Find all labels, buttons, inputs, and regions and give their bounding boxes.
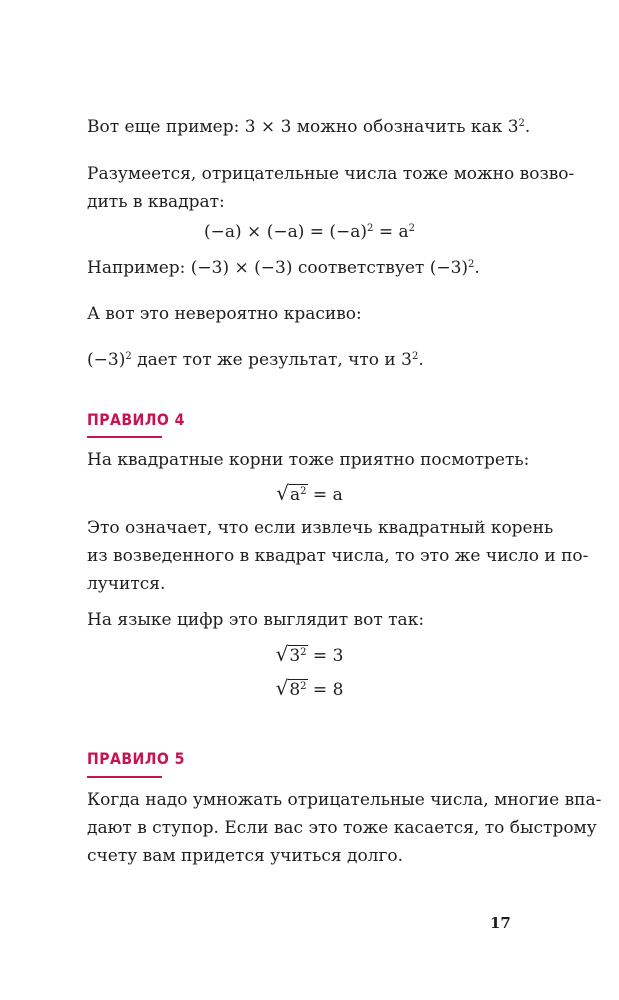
radical: $√3^2$ [275,642,307,666]
rule-4-intro: На квадратные корни тоже приятно посмотреть: [87,450,530,470]
formula-sqrt-a: $√a^2 = a$ [0,479,619,509]
rule-4-explanation: Это означает, что если извлечь квадратный корень из возведенного в квадрат числа, то это же число и по- лучится. [87,518,589,594]
formula-negative-square: $(-a) \times (-a) = (-a)^2 = a^2$ [204,222,415,242]
rule-4-heading: ПРАВИЛО 4 [87,410,185,429]
radical-sign-icon: √ [275,676,289,700]
paragraph-beautiful: А вот это невероятно красиво: [87,304,362,324]
page-number: 17 [490,914,511,932]
paragraph-for-example: Например: (−3) × (−3) соответствует $(-3)^2$. [87,258,480,278]
radical-sign-icon: √ [275,642,289,666]
radical: $√8^2$ [275,676,307,700]
rule-5-underline [87,776,162,778]
radical-sign-icon: √ [276,481,290,505]
rule-5-paragraph: Когда надо умножать отрицательные числа, многие впа- дают в ступор. Если вас это тоже касается, то быстрому счету вам придется учиться долго. [87,790,602,866]
rule-4-underline [87,436,162,438]
paragraph-same-result: $(-3)^2$ дает тот же результат, что и $3^2$. [87,350,424,370]
radical: $√a^2$ [276,481,307,505]
paragraph-negative-squares: Разумеется, отрицательные числа тоже можно возво- дить в квадрат: [87,164,575,212]
rule-4-digits-intro: На языке цифр это выглядит вот так: [87,610,425,630]
rule-5-heading: ПРАВИЛО 5 [87,749,185,768]
formula-sqrt-8: $√8^2 = 8$ [0,674,619,704]
formula-sqrt-3: $√3^2 = 3$ [0,640,619,670]
paragraph-example: Вот еще пример: 3 × 3 можно обозначить как $3^2$. [87,117,531,137]
